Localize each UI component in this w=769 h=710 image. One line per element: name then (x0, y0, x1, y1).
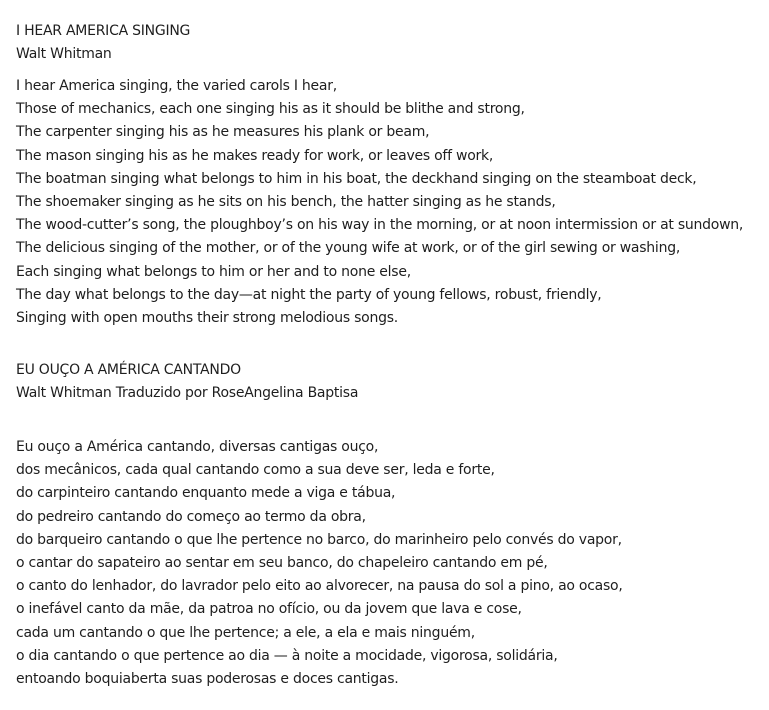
poem-line: Eu ouço a América cantando, diversas cantigas ouço, (16, 439, 379, 455)
poem-line: Each singing what belongs to him or her and to none else, (16, 263, 411, 280)
poem-line: o inefável canto da mãe, da patroa no ofício, ou da jovem que lava e cose, (16, 601, 522, 618)
poem-line: The mason singing his as he makes ready for work, or leaves off work, (16, 147, 494, 164)
portuguese-poem-author (16, 382, 765, 405)
poem-line: o dia cantando o que pertence ao dia — à noite a mocidade, vigorosa, solidária, (16, 647, 558, 664)
poem-line: do barqueiro cantando o que lhe pertence no barco, do marinheiro pelo convés do vapor, (16, 531, 622, 548)
poem-line: The day what belongs to the day—at night the party of young fellows, robust, friendly, (16, 286, 602, 303)
poem-line: o canto do lenhador, do lavrador pelo eito ao alvorecer, na pausa do sol a pino, ao ocaso, (16, 578, 623, 595)
poem-line: I hear America singing, the varied carols I hear, (16, 78, 337, 94)
poem-line: Singing with open mouths their strong melodious songs. (16, 309, 398, 326)
poem-line: The wood-cutter’s song, the ploughboy’s on his way in the morning, or at noon intermission or at sundown, (16, 217, 744, 234)
poem-line: The delicious singing of the mother, or of the young wife at work, or of the girl sewing or washing, (16, 240, 681, 257)
poem-line: Those of mechanics, each one singing his as it should be blithe and strong, (16, 101, 525, 118)
english-poem-title (16, 20, 765, 43)
poem-line: The boatman singing what belongs to him in his boat, the deckhand singing on the steamboat deck, (16, 170, 697, 187)
poem-line: dos mecânicos, cada qual cantando como a sua deve ser, leda e forte, (16, 462, 495, 479)
portuguese-poem-body (16, 436, 765, 691)
english-title-text: I HEAR AMERICA SINGING (16, 23, 191, 39)
poem-line: cada um cantando o que lhe pertence; a ele, a ela e mais ninguém, (16, 624, 475, 641)
poem-line: The shoemaker singing as he sits on his bench, the hatter singing as he stands, (16, 193, 556, 210)
english-poem-body (16, 75, 765, 330)
poem-line: do carpinteiro cantando enquanto mede a viga e tábua, (16, 485, 396, 502)
poem-line: o cantar do sapateiro ao sentar em seu banco, do chapeleiro cantando em pé, (16, 554, 548, 571)
english-author-text: Walt Whitman (16, 46, 112, 62)
english-poem-author (16, 43, 765, 66)
portuguese-poem-title (16, 359, 765, 382)
portuguese-title-text: EU OUÇO A AMÉRICA CANTANDO (16, 362, 241, 378)
poem-line: The carpenter singing his as he measures his plank or beam, (16, 124, 430, 141)
poem-line: entoando boquiaberta suas poderosas e doces cantigas. (16, 670, 399, 687)
poem-line: do pedreiro cantando do começo ao termo da obra, (16, 508, 366, 525)
portuguese-author-text: Walt Whitman Traduzido por RoseAngelina Baptisa (16, 385, 359, 401)
